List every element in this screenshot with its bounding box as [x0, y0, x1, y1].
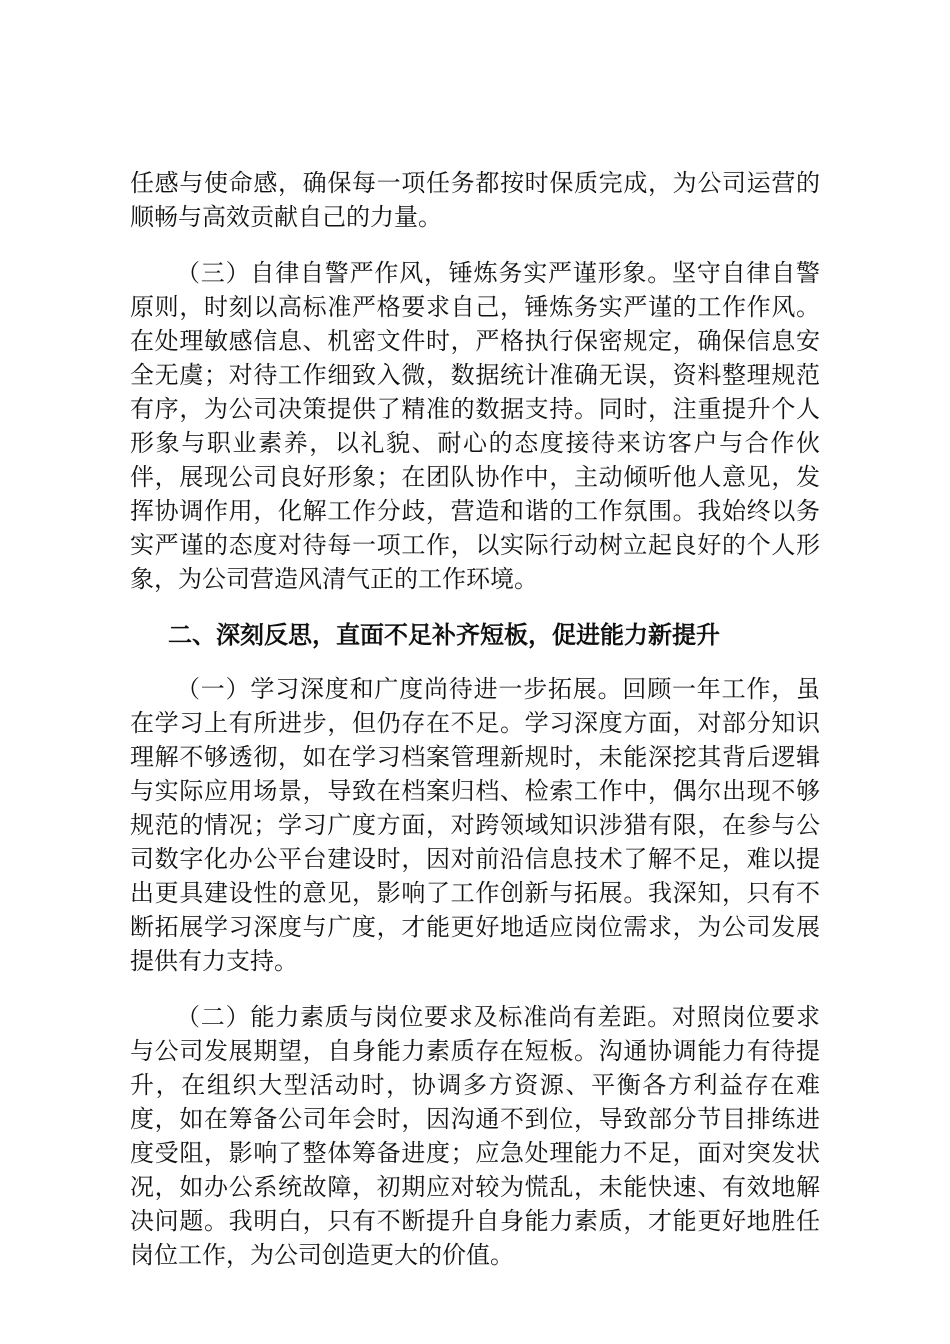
- paragraph-self-discipline: （三）自律自警严作风，锤炼务实严谨形象。坚守自律自警原则，时刻以高标准严格要求自己，锤炼务实严谨的工作作风。在处理敏感信息、机密文件时，严格执行保密规定，确保信息安全无虞；对待工作细致入微，数据统计准确无误，资料整理规范有序，为公司决策提供了精准的数据支持。同时，注重提升个人形象与职业素养，以礼貌、耐心的态度接待来访客户与合作伙伴，展现公司良好形象；在团队协作中，主动倾听他人意见，发挥协调作用，化解工作分歧，营造和谐的工作氛围。我始终以务实严谨的态度对待每一项工作，以实际行动树立起良好的个人形象，为公司营造风清气正的工作环境。: [130, 259, 820, 593]
- paragraph-ability-gap: （二）能力素质与岗位要求及标准尚有差距。对照岗位要求与公司发展期望，自身能力素质存在短板。沟通协调能力有待提升，在组织大型活动时，协调多方资源、平衡各方利益存在难度，如在筹备公司年会时，因沟通不到位，导致部分节目排练进度受阻，影响了整体筹备进度；应急处理能力不足，面对突发状况，如办公系统故障，初期应对较为慌乱，未能快速、有效地解决问题。我明白，只有不断提升自身能力素质，才能更好地胜任岗位工作，为公司创造更大的价值。: [130, 1003, 820, 1269]
- document-body: [130, 166, 820, 1294]
- paragraph-learning-gap: （一）学习深度和广度尚待进一步拓展。回顾一年工作，虽在学习上有所进步，但仍存在不足。学习深度方面，对部分知识理解不够透彻，如在学习档案管理新规时，未能深挖其背后逻辑与实际应用场景，导致在档案归档、检索工作中，偶尔出现不够规范的情况；学习广度方面，对跨领域知识涉猎有限，在参与公司数字化办公平台建设时，因对前沿信息技术了解不足，难以提出更具建设性的意见，影响了工作创新与拓展。我深知，只有不断拓展学习深度与广度，才能更好地适应岗位需求，为公司发展提供有力支持。: [130, 675, 820, 975]
- section-heading-reflection: 二、深刻反思，直面不足补齐短板，促进能力新提升: [168, 621, 720, 649]
- paragraph-continuation: 任感与使命感，确保每一项任务都按时保质完成，为公司运营的顺畅与高效贡献自己的力量。: [130, 169, 820, 231]
